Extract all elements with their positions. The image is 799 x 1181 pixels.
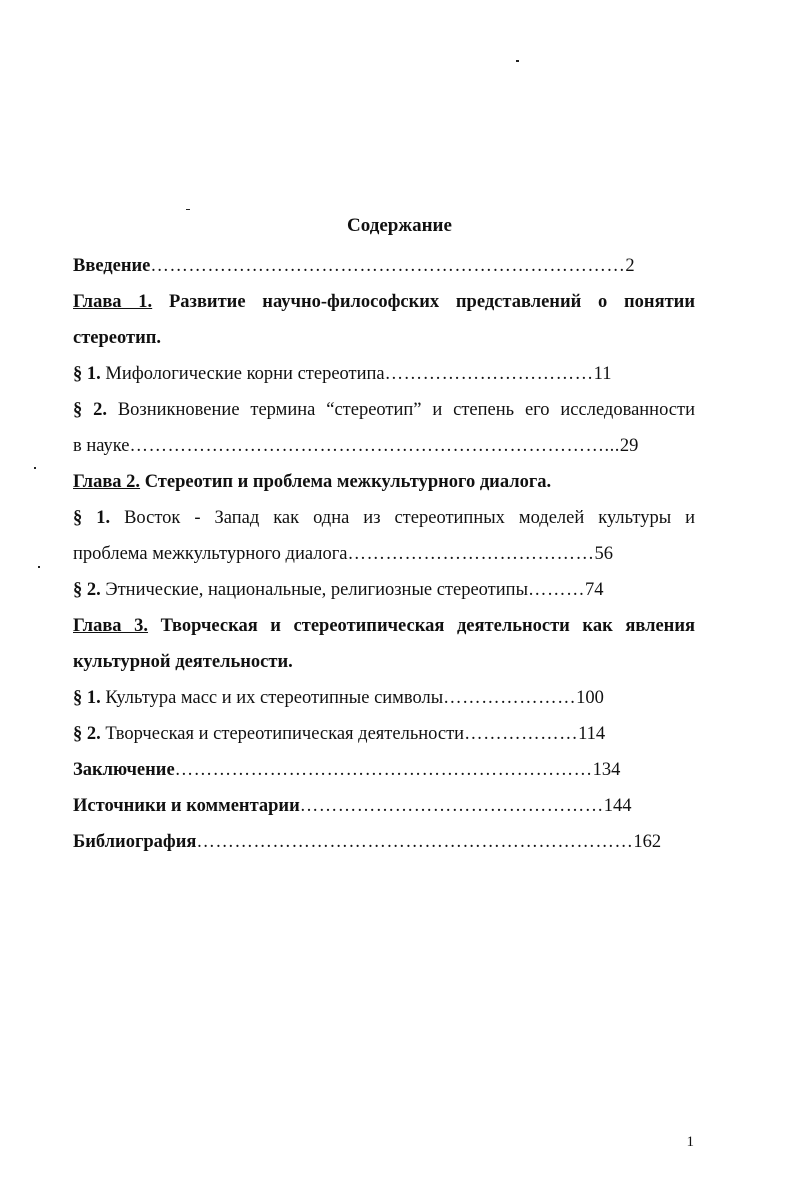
toc-entry-intro[interactable] <box>73 248 695 284</box>
toc-page-number: 74 <box>585 580 604 600</box>
toc-section-3-2[interactable] <box>73 716 695 752</box>
toc-page-number: 114 <box>578 724 606 744</box>
toc-entry-bibliography[interactable] <box>73 824 695 860</box>
toc-page-number: 29 <box>619 436 639 456</box>
section-number: § 2. <box>73 580 101 600</box>
toc-bibliography-label: Библиография <box>73 832 197 852</box>
toc-leader-dots: ………………………………… <box>347 544 595 564</box>
toc-chapter-1-heading-cont <box>73 320 695 356</box>
chapter-title: Развитие научно-философских представлений о понятии <box>168 292 695 312</box>
section-title-continuation: в науке <box>73 436 130 456</box>
page-title: Содержание <box>347 215 452 236</box>
toc-leader-dots: ………………………………………………………………… <box>150 256 626 276</box>
section-number: § 2. <box>73 400 107 420</box>
toc-leader-dots: ………………………………………………………… <box>174 760 593 780</box>
toc-page-number: 56 <box>594 544 614 564</box>
toc-section-2-1-cont <box>73 536 695 572</box>
section-title-continuation: проблема межкультурного диалога <box>73 544 348 564</box>
section-title: Творческая и стереотипическая деятельности <box>105 724 465 744</box>
toc-sources-label: Источники и комментарии <box>73 796 300 816</box>
toc-page-number: 134 <box>592 760 621 780</box>
toc-chapter-2-heading[interactable] <box>73 464 695 500</box>
chapter-title-continuation: культурной деятельности. <box>73 652 293 672</box>
chapter-title: Творческая и стереотипическая деятельности как явления <box>160 616 695 636</box>
section-title: Восток - Запад как одна из стереотипных моделей культуры и <box>124 508 695 528</box>
scan-speck <box>34 467 36 469</box>
chapter-title-continuation: стереотип. <box>73 328 162 348</box>
toc-section-3-1[interactable] <box>73 680 695 716</box>
toc-section-1-1[interactable] <box>73 356 695 392</box>
section-title: Возникновение термина “стереотип” и степень его исследованности <box>117 400 695 420</box>
scan-speck <box>38 566 40 568</box>
toc-chapter-3-heading-cont <box>73 644 695 680</box>
toc-entry-conclusion[interactable] <box>73 752 695 788</box>
section-title: Мифологические корни стереотипа <box>105 364 385 384</box>
toc-page-number: 162 <box>633 832 662 852</box>
toc-conclusion-label: Заключение <box>73 760 175 780</box>
toc-section-2-2[interactable] <box>73 572 695 608</box>
toc-leader-dots: …………………………………………………………………... <box>129 436 620 456</box>
section-number: § 2. <box>73 724 101 744</box>
toc-chapter-1-heading[interactable] <box>73 284 695 320</box>
toc-page-number: 100 <box>576 688 604 708</box>
chapter-prefix: Глава 3. <box>73 616 149 636</box>
toc-section-2-1[interactable] <box>73 500 695 536</box>
section-title: Этнические, национальные, религиозные стереотипы <box>105 580 529 600</box>
section-number: § 1. <box>73 508 111 528</box>
page-number: 1 <box>686 1134 694 1150</box>
toc-leader-dots: ………………… <box>443 688 577 708</box>
toc-leader-dots: …………………………… <box>384 364 594 384</box>
toc-leader-dots: ……………… <box>464 724 579 744</box>
section-number: § 1. <box>73 688 101 708</box>
chapter-prefix: Глава 2. <box>73 472 141 492</box>
section-number: § 1. <box>73 364 101 384</box>
toc-page-number: 2 <box>625 256 635 276</box>
toc-page-number: 144 <box>603 796 632 816</box>
table-of-contents <box>73 248 695 860</box>
scan-speck <box>516 60 519 62</box>
toc-entry-sources[interactable] <box>73 788 695 824</box>
toc-leader-dots: ……… <box>528 580 586 600</box>
chapter-prefix: Глава 1. <box>73 292 153 312</box>
chapter-title: Стереотип и проблема межкультурного диалога. <box>144 472 552 492</box>
toc-page-number: 11 <box>593 364 612 384</box>
toc-section-1-2[interactable] <box>73 392 695 428</box>
toc-intro-label: Введение <box>73 256 151 276</box>
scan-speck <box>186 209 190 210</box>
toc-leader-dots: ………………………………………… <box>299 796 604 816</box>
section-title: Культура масс и их стереотипные символы <box>105 688 444 708</box>
toc-leader-dots: …………………………………………………………… <box>196 832 634 852</box>
toc-section-1-2-cont <box>73 428 695 464</box>
toc-chapter-3-heading[interactable] <box>73 608 695 644</box>
